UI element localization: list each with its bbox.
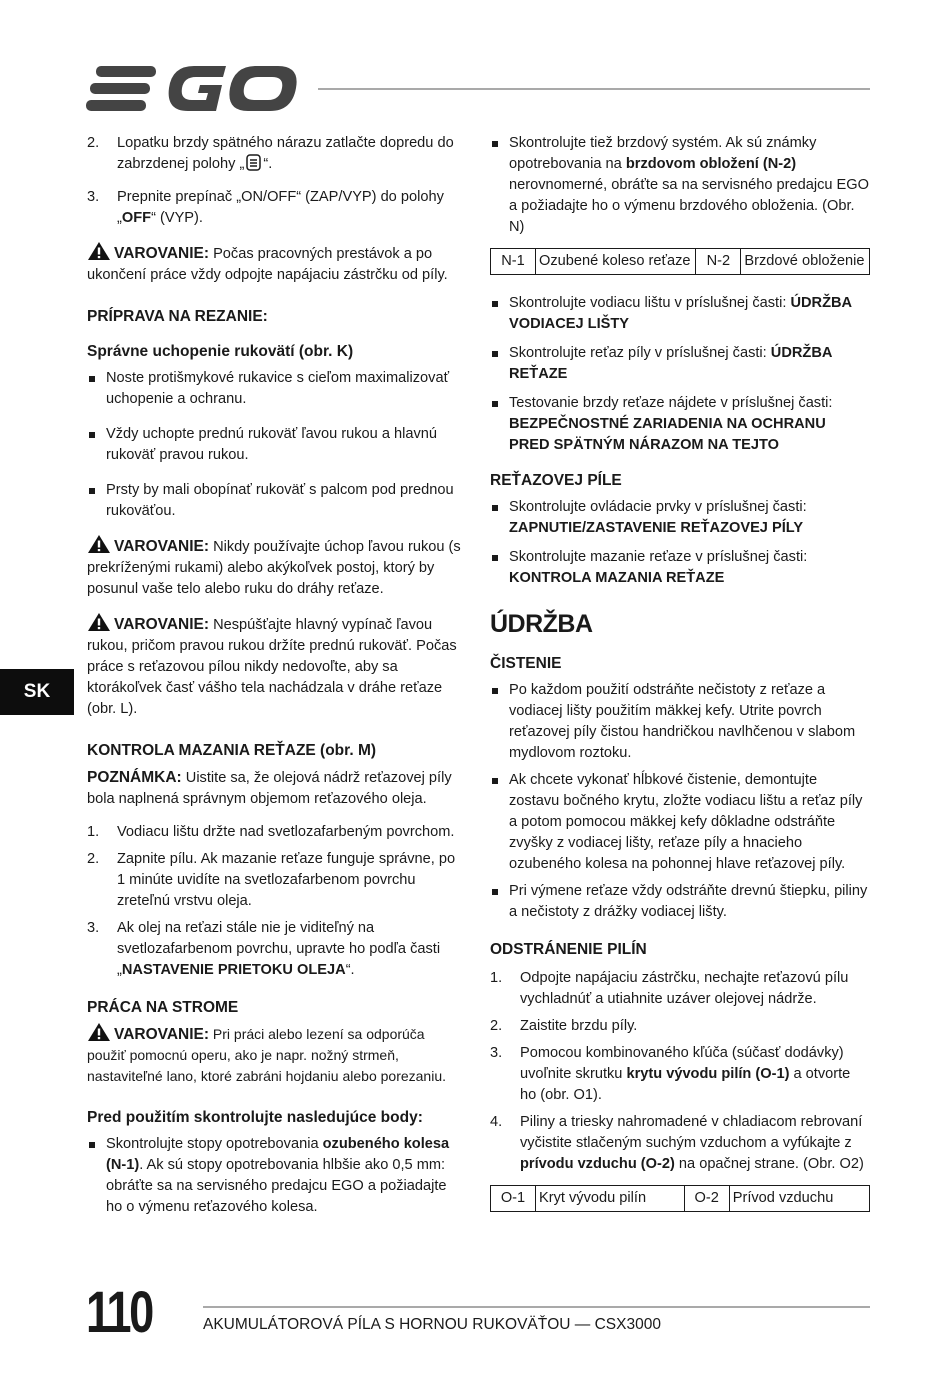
- ego-logo: [86, 64, 298, 114]
- subsection-heading: Správne uchopenie rukovätí (obr. K): [87, 343, 354, 360]
- header-rule: [318, 88, 870, 90]
- warning-icon: [87, 534, 111, 554]
- bullet-item: Testovanie brzdy reťaze nájdete v príslušnej časti: BEZPEČNOSTNÉ ZARIADENIA NA OCHRANU PRED SPÄTNÝM NÁRAZOM NA TEJTO: [490, 393, 870, 456]
- left-column: [87, 133, 465, 1218]
- warning-icon: [87, 1022, 111, 1042]
- section-heading: PRÁCA NA STROME: [87, 999, 239, 1016]
- bullet-item: Skontrolujte reťaz píly v príslušnej časti: ÚDRŽBA REŤAZE: [490, 343, 870, 385]
- section-heading: REŤAZOVEJ PÍLE: [490, 472, 622, 489]
- chain-brake-icon: [246, 154, 261, 171]
- table-row: N-1 Ozubené koleso reťaze N-2 Brzdové obloženie: [491, 249, 870, 275]
- footer-title: AKUMULÁTOROVÁ PÍLA S HORNOU RUKOVÄŤOU — CSX3000: [203, 1316, 661, 1333]
- warning-paragraph: VAROVANIE: Počas pracovných prestávok a po ukončení práce vždy odpojte napájaciu zástrčku od píly.: [87, 241, 465, 286]
- bullet-item: Vždy uchopte prednú rukoväť ľavou rukou a hlavnú rukoväť pravou rukou.: [87, 424, 465, 466]
- item-number: 3.: [87, 189, 100, 205]
- note-paragraph: POZNÁMKA: Uistite sa, že olejová nádrž reťazovej píly bola naplnená správnym objemom reťazového oleja.: [87, 769, 452, 807]
- bullet-item: Skontrolujte tiež brzdový systém. Ak sú známky opotrebovania na brzdovom obložení (N-2) nerovnomerné, obráťte sa na servisného predajcu EGO a požiadajte ho o výmenu brzdového obloženia. (Obr. N): [490, 133, 870, 238]
- bullet-item: Skontrolujte mazanie reťaze v príslušnej časti: KONTROLA MAZANIA REŤAZE: [490, 547, 870, 589]
- list-item: 2. Zapnite pílu. Ak mazanie reťaze funguje správne, po 1 minúte uvidíte na svetlozafarbenom povrchu zreteľnú vrstvu oleja.: [87, 851, 456, 909]
- parts-table-n: [490, 248, 870, 275]
- warning-icon: [87, 612, 111, 632]
- bullet-item: Skontrolujte ovládacie prvky v príslušnej časti: ZAPNUTIE/ZASTAVENIE REŤAZOVEJ PÍLY: [490, 497, 870, 539]
- bullet-item: Pri výmene reťaze vždy odstráňte drevnú štiepku, piliny a nečistoty z drážky vodiacej lišty.: [490, 881, 870, 923]
- warning-icon: [87, 241, 111, 261]
- table-row: O-1 Kryt vývodu pilín O-2 Prívod vzduchu: [491, 1186, 870, 1212]
- bullet-item: Skontrolujte vodiacu lištu v príslušnej časti: ÚDRŽBA VODIACEJ LIŠTY: [490, 293, 870, 335]
- section-heading: PRÍPRAVA NA REZANIE:: [87, 308, 268, 325]
- page-number: 110: [86, 1280, 152, 1345]
- right-column: [490, 133, 870, 1212]
- language-tab: SK: [0, 669, 74, 715]
- warning-paragraph: VAROVANIE: Nespúšťajte hlavný vypínač ľavou rukou, pričom pravou rukou držíte prednú rukoväť. Počas práce s reťazovou pílou nikdy nedovoľte, aby sa ktorákoľvek časť vášho tela nachádzala v dráhe reťaze (obr. L).: [87, 612, 465, 720]
- bullet-item: Ak chcete vykonať hĺbkové čistenie, demontujte zostavu bočného krytu, zložte vodiacu lištu a reťaz píly a potom pomocou mäkkej kefy dôkladne odstráňte zvyšky z vodiacej lišty, reťaze píly a hnacieho ozubeného kolesa na pohonnej hlave reťazovej píly.: [490, 770, 870, 875]
- list-item: 4. Piliny a triesky nahromadené v chladiacom rebrovaní vyčistite stlačeným suchým vzduchom a vyfúkajte z prívodu vzduchu (O-2) na opačnej strane. (Obr. O2): [490, 1114, 864, 1172]
- section-heading: ODSTRÁNENIE PILÍN: [490, 941, 647, 958]
- bullet-item: Po každom použití odstráňte nečistoty z reťaze a vodiacej lišty použitím mäkkej kefy. Utrite povrch reťazovej píly čistou handričkou navlhčenou v slabom mydlovom roztoku.: [490, 680, 870, 764]
- list-item: 3. Ak olej na reťazi stále nie je viditeľný na svetlozafarbenom povrchu, upravte ho podľa časti „NASTAVENIE PRIETOKU OLEJA“.: [87, 920, 441, 978]
- bullet-item: Skontrolujte stopy opotrebovania ozubeného kolesa (N-1). Ak sú stopy opotrebovania hlbšie ako 0,5 mm: obráťte sa na servisného predajcu EGO a požiadajte ho o výmenu reťazového kolesa.: [87, 1134, 465, 1218]
- list-item: 2. Zaistite brzdu píly.: [490, 1018, 638, 1034]
- bullet-item: Noste protišmykové rukavice s cieľom maximalizovať uchopenie a ochranu.: [87, 368, 465, 410]
- footer-rule: [203, 1306, 870, 1308]
- parts-table-o: [490, 1185, 870, 1212]
- chapter-heading: ÚDRŽBA: [490, 610, 593, 638]
- list-item: 3. Pomocou kombinovaného kľúča (súčasť dodávky) uvoľnite skrutku krytu vývodu pilín (O-1) a otvorte ho (obr. O1).: [490, 1045, 851, 1103]
- item-number: 2.: [87, 135, 100, 151]
- warning-paragraph: VAROVANIE: Pri práci alebo lezení sa odporúča použiť pomocnú operu, ako je napr. nožný strmeň, nastaviteľné lano, ktoré zabráni hojdaniu alebo porezaniu.: [87, 1022, 465, 1087]
- warning-paragraph: VAROVANIE: Nikdy používajte úchop ľavou rukou (s prekríženými rukami) alebo akýkoľvek postoj, ktorý by posunul vaše telo alebo ruku do dráhy reťaze.: [87, 534, 465, 600]
- bullet-item: Prsty by mali obopínať rukoväť s palcom pod prednou rukoväťou.: [87, 480, 465, 522]
- list-item: 2. Lopatku brzdy spätného nárazu zatlačte dopredu do zabrzdenej polohy „ “.: [87, 135, 454, 172]
- subsection-heading: Pred použitím skontrolujte nasledujúce body:: [87, 1109, 423, 1126]
- list-item: 1. Vodiacu lištu držte nad svetlozafarbeným povrchom.: [87, 824, 455, 840]
- list-item: 3. Prepnite prepínač „ON/OFF“ (ZAP/VYP) do polohy „OFF“ (VYP).: [87, 189, 444, 226]
- list-item: 1. Odpojte napájaciu zástrčku, nechajte reťazovú pílu vychladnúť a utiahnite uzáver olejovej nádrže.: [490, 970, 849, 1007]
- section-heading: ČISTENIE: [490, 655, 562, 672]
- section-heading: KONTROLA MAZANIA REŤAZE (obr. M): [87, 742, 377, 759]
